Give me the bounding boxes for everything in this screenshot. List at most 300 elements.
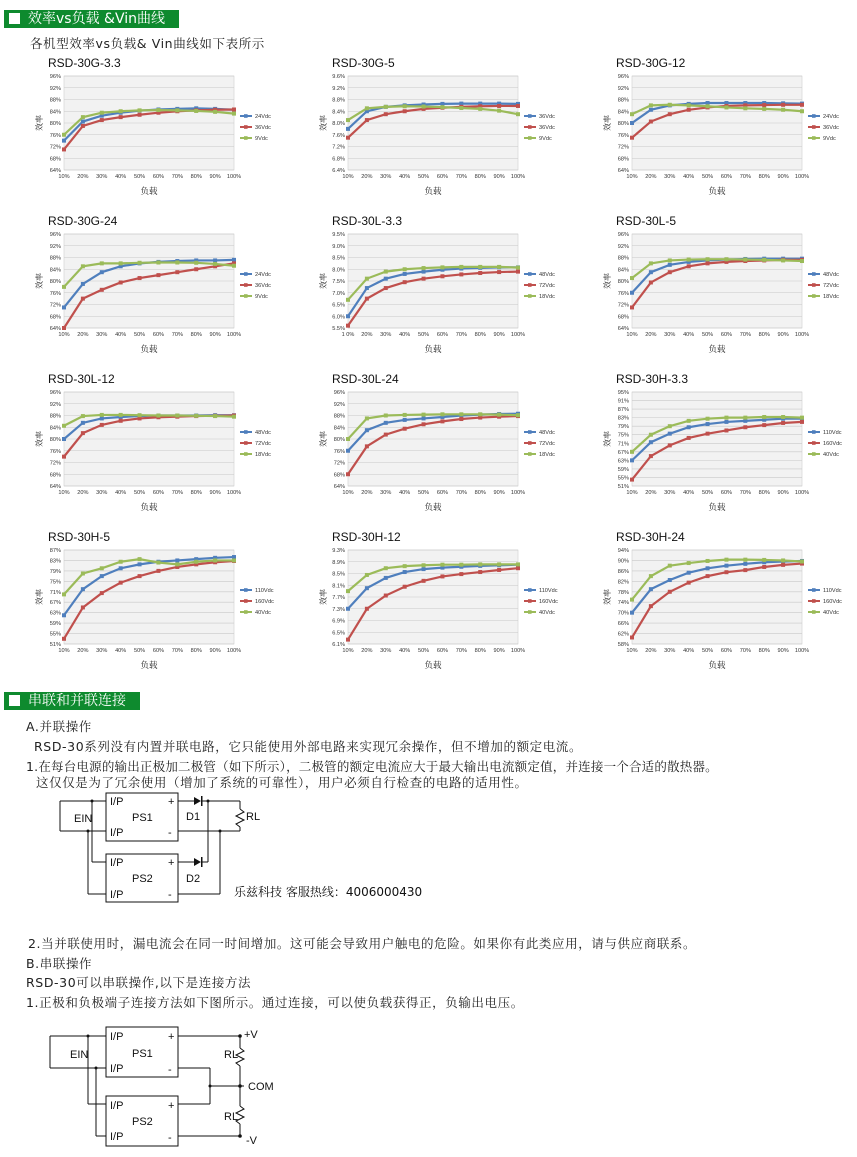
data-point xyxy=(346,118,350,122)
data-point xyxy=(346,472,350,476)
x-tick-label: 10% xyxy=(342,648,354,654)
data-point xyxy=(478,271,482,275)
data-point xyxy=(800,559,804,563)
y-tick-label: 64% xyxy=(49,168,61,174)
section-title: 效率vs负载 &Vin曲线 xyxy=(28,11,165,27)
legend-label: 9Vdc xyxy=(539,136,552,142)
y-tick-label: 92% xyxy=(333,401,345,408)
data-point xyxy=(516,566,520,570)
efficiency-chart xyxy=(24,530,304,696)
efficiency-chart xyxy=(308,56,588,222)
data-point xyxy=(649,261,653,265)
data-point xyxy=(781,108,785,112)
data-point xyxy=(781,103,785,107)
legend-marker xyxy=(812,272,816,276)
legend-label: 48Vdc xyxy=(539,272,555,278)
legend-label: 72Vdc xyxy=(539,441,555,447)
data-point xyxy=(706,257,710,261)
y-tick-label: 9.0% xyxy=(332,243,345,250)
data-point xyxy=(81,115,85,119)
data-point xyxy=(668,590,672,594)
data-point xyxy=(497,562,501,566)
x-tick-label: 40% xyxy=(115,332,127,338)
y-tick-label: 96% xyxy=(333,390,345,396)
legend-label: 9Vdc xyxy=(255,294,268,300)
data-point xyxy=(762,258,766,262)
y-tick-label: 64% xyxy=(49,326,61,332)
data-point xyxy=(81,414,85,418)
x-tick-label: 90% xyxy=(777,648,789,654)
x-tick-label: 80% xyxy=(190,332,202,338)
data-point xyxy=(630,611,634,615)
x-axis-label: 负载 xyxy=(708,660,726,670)
legend-label: 9Vdc xyxy=(823,136,836,142)
data-point xyxy=(497,568,501,572)
y-tick-label: 7.3% xyxy=(332,606,345,613)
x-tick-label: 70% xyxy=(739,332,751,338)
x-axis-label: 负载 xyxy=(140,186,158,196)
data-point xyxy=(346,437,350,441)
x-axis-label: 负载 xyxy=(140,660,158,670)
data-point xyxy=(724,558,728,562)
x-tick-label: 90% xyxy=(493,174,505,180)
data-point xyxy=(649,120,653,124)
x-tick-label: 20% xyxy=(361,648,373,654)
x-tick-label: 80% xyxy=(190,490,202,496)
svg-text:I/P: I/P xyxy=(110,857,124,869)
chart-svg xyxy=(308,62,588,212)
svg-text:-: - xyxy=(168,1132,172,1144)
data-point xyxy=(384,270,388,274)
data-point xyxy=(62,133,66,137)
y-tick-label: 80% xyxy=(617,121,629,127)
chart-title: RSD-30G-12 xyxy=(616,56,686,70)
y-tick-label: 6.8% xyxy=(332,156,345,163)
data-point xyxy=(62,326,66,330)
svg-text:+V: +V xyxy=(244,1029,258,1041)
y-tick-label: 8.0% xyxy=(332,267,345,274)
x-tick-label: 100% xyxy=(510,490,526,496)
data-point xyxy=(81,421,85,425)
x-tick-label: 100% xyxy=(794,332,810,338)
y-tick-label: 79% xyxy=(617,424,629,431)
y-tick-label: 7.6% xyxy=(332,132,345,139)
x-tick-label: 60% xyxy=(436,648,449,654)
x-tick-label: 80% xyxy=(758,490,770,496)
y-tick-label: 51% xyxy=(617,484,629,490)
y-axis-label: 效率 xyxy=(35,589,44,605)
legend-marker xyxy=(812,125,816,129)
legend-label: 36Vdc xyxy=(823,125,839,131)
y-tick-label: 80% xyxy=(49,279,61,285)
data-point xyxy=(649,574,653,578)
data-point xyxy=(668,270,672,274)
y-tick-label: 63% xyxy=(617,458,629,465)
svg-text:-: - xyxy=(168,1064,172,1076)
data-point xyxy=(422,579,426,583)
part-b-line2: 1.正极和负极端子连接方法如下图所示。通过连接，可以使负载获得正，负输出电压。 xyxy=(26,995,524,1010)
x-axis-label: 负载 xyxy=(424,502,442,512)
data-point xyxy=(62,147,66,151)
data-point xyxy=(403,585,407,589)
part-a-line1: RSD-30系列没有内置并联电路，它只能使用外部电路来实现冗余操作，但不增加的额定电流。 xyxy=(34,739,583,754)
y-tick-label: 87% xyxy=(49,548,61,554)
x-tick-label: 20% xyxy=(77,332,89,338)
x-tick-label: 60% xyxy=(436,332,449,338)
y-tick-label: 9.5% xyxy=(332,232,345,238)
y-axis-label: 效率 xyxy=(319,589,328,605)
data-point xyxy=(365,444,369,448)
data-point xyxy=(62,424,66,428)
data-point xyxy=(440,412,444,416)
x-tick-label: 40% xyxy=(115,648,127,654)
legend-marker xyxy=(244,272,248,276)
x-tick-label: 10% xyxy=(626,490,638,496)
data-point xyxy=(100,416,104,420)
x-tick-label: 70% xyxy=(739,490,751,496)
y-axis-label: 效率 xyxy=(35,115,44,131)
y-tick-label: 8.4% xyxy=(332,109,345,116)
data-point xyxy=(630,112,634,116)
data-point xyxy=(762,565,766,569)
legend-marker xyxy=(528,294,532,298)
y-tick-label: 71% xyxy=(617,441,629,448)
legend-label: 24Vdc xyxy=(255,272,271,278)
data-point xyxy=(649,280,653,284)
chart-svg xyxy=(308,378,588,528)
y-tick-label: 80% xyxy=(49,121,61,127)
x-tick-label: 40% xyxy=(399,490,411,496)
data-point xyxy=(213,414,217,418)
legend-label: 24Vdc xyxy=(255,114,271,120)
legend-marker xyxy=(812,136,816,140)
square-bullet-icon xyxy=(9,13,20,24)
legend-label: 110Vdc xyxy=(255,588,274,594)
part-a-line4: 2.当并联使用时，漏电流会在同一时间增加。这可能会导致用户触电的危险。如果你有此类应用，请与供应商联系。 xyxy=(28,936,697,951)
legend-marker xyxy=(244,136,248,140)
y-tick-label: 72% xyxy=(617,144,629,151)
data-point xyxy=(781,258,785,262)
data-point xyxy=(497,265,501,269)
data-point xyxy=(743,568,747,572)
data-point xyxy=(459,572,463,576)
svg-text:I/P: I/P xyxy=(110,1131,124,1143)
data-point xyxy=(403,109,407,113)
legend-marker xyxy=(528,272,532,276)
data-point xyxy=(478,570,482,574)
data-point xyxy=(365,297,369,301)
data-point xyxy=(156,414,160,418)
data-point xyxy=(706,422,710,426)
x-tick-label: 80% xyxy=(758,332,770,338)
legend-label: 36Vdc xyxy=(255,125,271,131)
data-point xyxy=(743,416,747,420)
data-point xyxy=(232,264,236,268)
data-point xyxy=(762,423,766,427)
legend-marker xyxy=(244,294,248,298)
part-b-line1: RSD-30可以串联操作,以下是连接方法 xyxy=(26,975,252,990)
data-point xyxy=(762,107,766,111)
legend-marker xyxy=(812,283,816,287)
y-tick-label: 92% xyxy=(49,401,61,408)
y-tick-label: 7.5% xyxy=(332,279,345,285)
legend-label: 110Vdc xyxy=(539,588,558,594)
svg-text:-V: -V xyxy=(246,1135,257,1147)
chart-title: RSD-30L-12 xyxy=(48,372,115,386)
chart-title: RSD-30L-3.3 xyxy=(332,214,403,228)
data-point xyxy=(365,573,369,577)
data-point xyxy=(743,558,747,562)
y-tick-label: 7.2% xyxy=(332,144,345,151)
section-header-efficiency xyxy=(4,10,179,28)
data-point xyxy=(649,604,653,608)
y-tick-label: 64% xyxy=(617,168,629,174)
legend-label: 18Vdc xyxy=(539,452,555,458)
data-point xyxy=(687,108,691,112)
legend-label: 160Vdc xyxy=(823,599,842,605)
data-point xyxy=(630,450,634,454)
x-tick-label: 60% xyxy=(152,648,165,654)
series-connection-diagram xyxy=(40,1024,290,1149)
x-tick-label: 70% xyxy=(455,648,467,654)
x-tick-label: 80% xyxy=(474,174,486,180)
legend-marker xyxy=(244,588,248,592)
y-tick-label: 75% xyxy=(49,579,61,586)
x-tick-label: 100% xyxy=(510,332,526,338)
x-tick-label: 20% xyxy=(361,174,373,180)
plot-area xyxy=(632,550,802,644)
data-point xyxy=(630,291,634,295)
x-tick-label: 80% xyxy=(474,332,486,338)
y-tick-label: 67% xyxy=(49,600,61,607)
chart-title: RSD-30G-24 xyxy=(48,214,118,228)
data-point xyxy=(365,416,369,420)
data-point xyxy=(119,109,123,113)
data-point xyxy=(194,414,198,418)
legend-marker xyxy=(528,588,532,592)
data-point xyxy=(743,425,747,429)
diode-d2-icon xyxy=(194,858,201,866)
svg-text:I/P: I/P xyxy=(110,1031,124,1043)
data-point xyxy=(346,589,350,593)
data-point xyxy=(175,108,179,112)
data-point xyxy=(459,417,463,421)
data-point xyxy=(403,564,407,568)
legend-marker xyxy=(812,294,816,298)
legend-label: 72Vdc xyxy=(255,441,271,447)
data-point xyxy=(384,105,388,109)
y-axis-label: 效率 xyxy=(319,431,328,447)
square-bullet-icon xyxy=(9,695,20,706)
data-point xyxy=(81,282,85,286)
y-tick-label: 72% xyxy=(617,302,629,309)
x-tick-label: 60% xyxy=(436,174,449,180)
data-point xyxy=(213,110,217,114)
svg-text:D2: D2 xyxy=(186,873,201,885)
x-tick-label: 40% xyxy=(115,174,127,180)
data-point xyxy=(119,261,123,265)
chart-svg xyxy=(308,536,588,686)
y-tick-label: 84% xyxy=(49,267,61,274)
x-tick-label: 60% xyxy=(436,490,449,496)
x-tick-label: 30% xyxy=(96,490,108,496)
y-tick-label: 92% xyxy=(49,85,61,92)
legend-label: 18Vdc xyxy=(823,294,839,300)
x-tick-label: 60% xyxy=(720,332,733,338)
legend-marker xyxy=(812,599,816,603)
data-point xyxy=(649,454,653,458)
chart-title: RSD-30H-12 xyxy=(332,530,401,544)
data-point xyxy=(706,432,710,436)
x-axis-label: 负载 xyxy=(424,344,442,354)
data-point xyxy=(649,440,653,444)
svg-text:COM: COM xyxy=(248,1081,274,1093)
legend-label: 40Vdc xyxy=(823,452,839,458)
efficiency-chart xyxy=(308,214,588,380)
svg-text:PS2: PS2 xyxy=(132,873,153,885)
chart-title: RSD-30H-24 xyxy=(616,530,685,544)
y-tick-label: 76% xyxy=(49,290,61,297)
x-tick-label: 90% xyxy=(493,648,505,654)
legend-marker xyxy=(812,430,816,434)
y-tick-label: 8.5% xyxy=(332,255,345,262)
data-point xyxy=(232,112,236,116)
y-tick-label: 92% xyxy=(49,243,61,250)
y-tick-label: 88% xyxy=(333,413,345,420)
customer-hotline: 乐兹科技 客服热线：4006000430 xyxy=(234,885,423,899)
data-point xyxy=(403,418,407,422)
y-tick-label: 83% xyxy=(49,558,61,565)
x-tick-label: 50% xyxy=(701,332,714,338)
data-point xyxy=(422,567,426,571)
data-point xyxy=(119,115,123,119)
data-point xyxy=(459,265,463,269)
x-tick-label: 90% xyxy=(493,332,505,338)
x-tick-label: 40% xyxy=(683,648,695,654)
y-tick-label: 5.5% xyxy=(332,326,345,332)
data-point xyxy=(119,560,123,564)
y-tick-label: 96% xyxy=(617,232,629,238)
data-point xyxy=(232,558,236,562)
data-point xyxy=(100,591,104,595)
legend-marker xyxy=(528,125,532,129)
x-tick-label: 70% xyxy=(455,174,467,180)
y-tick-label: 68% xyxy=(49,472,61,479)
x-tick-label: 100% xyxy=(510,648,526,654)
data-point xyxy=(422,105,426,109)
data-point xyxy=(687,436,691,440)
data-point xyxy=(649,103,653,107)
data-point xyxy=(403,267,407,271)
data-point xyxy=(724,105,728,109)
data-point xyxy=(762,558,766,562)
svg-text:D1: D1 xyxy=(186,811,201,823)
x-tick-label: 30% xyxy=(664,648,676,654)
data-point xyxy=(668,263,672,267)
data-point xyxy=(81,124,85,128)
data-point xyxy=(630,598,634,602)
x-axis-label: 负载 xyxy=(424,660,442,670)
data-point xyxy=(138,413,142,417)
x-axis-label: 负载 xyxy=(140,344,158,354)
data-point xyxy=(649,433,653,437)
data-point xyxy=(81,297,85,301)
data-point xyxy=(440,419,444,423)
y-tick-label: 7.7% xyxy=(332,595,345,601)
data-point xyxy=(100,413,104,417)
y-tick-label: 91% xyxy=(617,398,629,405)
legend-label: 40Vdc xyxy=(823,610,839,616)
x-tick-label: 30% xyxy=(664,332,676,338)
data-point xyxy=(516,112,520,116)
y-tick-label: 6.0% xyxy=(332,314,345,321)
data-point xyxy=(62,139,66,143)
data-point xyxy=(516,104,520,108)
data-point xyxy=(384,286,388,290)
data-point xyxy=(365,428,369,432)
efficiency-chart xyxy=(592,530,857,696)
x-tick-label: 30% xyxy=(380,174,392,180)
data-point xyxy=(62,592,66,596)
data-point xyxy=(365,118,369,122)
data-point xyxy=(403,104,407,108)
data-point xyxy=(687,258,691,262)
legend-label: 40Vdc xyxy=(539,610,555,616)
data-point xyxy=(403,570,407,574)
svg-text:PS2: PS2 xyxy=(132,1116,153,1128)
data-point xyxy=(100,270,104,274)
data-point xyxy=(384,433,388,437)
x-tick-label: 60% xyxy=(720,174,733,180)
y-tick-label: 62% xyxy=(617,631,629,638)
data-point xyxy=(781,563,785,567)
data-point xyxy=(138,261,142,265)
data-point xyxy=(706,559,710,563)
x-tick-label: 50% xyxy=(417,174,430,180)
data-point xyxy=(232,258,236,262)
data-point xyxy=(687,425,691,429)
data-point xyxy=(459,412,463,416)
data-point xyxy=(706,574,710,578)
chart-title: RSD-30H-3.3 xyxy=(616,372,689,386)
y-tick-label: 70% xyxy=(617,610,629,617)
data-point xyxy=(459,272,463,276)
y-tick-label: 83% xyxy=(617,415,629,422)
data-point xyxy=(62,455,66,459)
data-point xyxy=(156,569,160,573)
x-tick-label: 40% xyxy=(683,332,695,338)
y-tick-label: 63% xyxy=(49,610,61,617)
data-point xyxy=(384,594,388,598)
efficiency-chart xyxy=(592,372,857,538)
legend-marker xyxy=(244,430,248,434)
x-tick-label: 70% xyxy=(171,174,183,180)
svg-text:I/P: I/P xyxy=(110,796,124,808)
y-tick-label: 55% xyxy=(617,475,629,482)
data-point xyxy=(422,413,426,417)
data-point xyxy=(365,277,369,281)
data-point xyxy=(100,288,104,292)
y-tick-label: 6.1% xyxy=(332,642,345,648)
x-tick-label: 10% xyxy=(58,648,70,654)
efficiency-chart xyxy=(24,214,304,380)
chart-svg xyxy=(308,220,588,370)
x-tick-label: 60% xyxy=(720,490,733,496)
legend-label: 36Vdc xyxy=(539,114,555,120)
data-point xyxy=(478,107,482,111)
legend-marker xyxy=(812,610,816,614)
x-tick-label: 30% xyxy=(664,174,676,180)
